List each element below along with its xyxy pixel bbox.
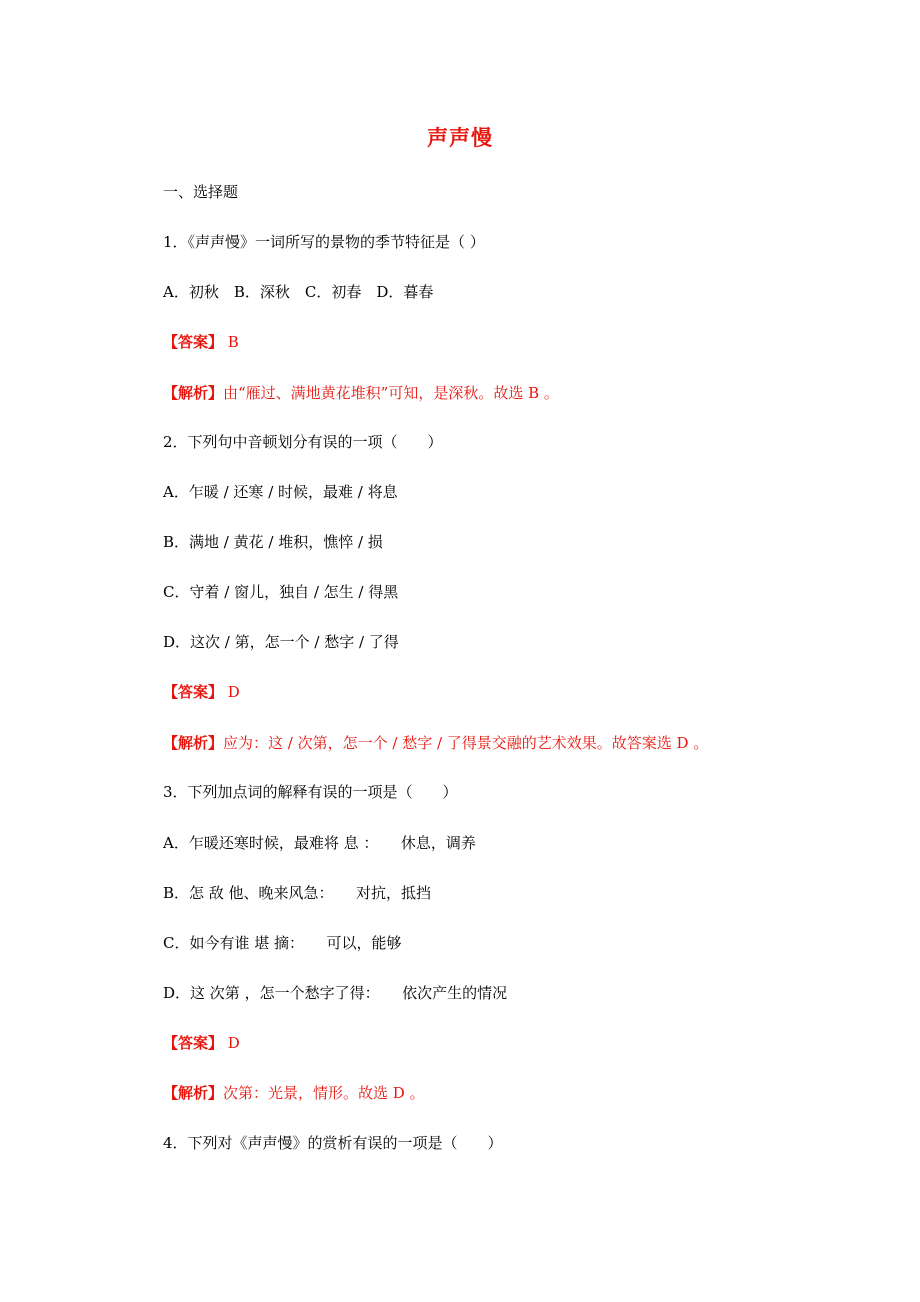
question-2-option-d: D．这次 / 第，怎一个 / 愁字 / 了得 (163, 633, 399, 651)
question-2-analysis (163, 733, 708, 753)
question-3-option-d: D．这 次第 ，怎一个愁字了得： 依次产生的情况 (163, 984, 508, 1002)
answer-value: D (223, 1034, 240, 1052)
answer-tag: 【答案】 (163, 683, 224, 701)
question-3-answer (163, 1033, 240, 1053)
answer-tag: 【答案】 (163, 333, 224, 351)
question-4-stem: 4．下列对《声声慢》的赏析有误的一项是（ ） (163, 1134, 503, 1152)
question-3-option-b: B．怎 敌 他、晚来风急： 对抗，抵挡 (163, 884, 432, 902)
question-3-option-c: C．如今有谁 堪 摘： 可以，能够 (163, 934, 402, 952)
analysis-tag: 【解析】 (163, 384, 224, 402)
analysis-text: 次第：光景，情形。故选 D 。 (223, 1084, 425, 1102)
document-title: 声声慢 (427, 125, 493, 150)
question-2-option-c: C．守着 / 窗儿，独自 / 怎生 / 得黑 (163, 583, 399, 601)
question-2-option-a: A．乍暖 / 还寒 / 时候，最难 / 将息 (163, 483, 398, 501)
question-1-answer (163, 332, 239, 352)
question-3-option-a: A．乍暖还寒时候，最难将 息 ： 休息，调养 (163, 834, 476, 852)
analysis-tag: 【解析】 (163, 1084, 224, 1102)
question-3-stem: 3．下列加点词的解释有误的一项是（ ） (163, 783, 458, 801)
question-1-options: A．初秋 B．深秋 C．初春 D．暮春 (163, 283, 434, 301)
analysis-text: 应为：这 / 次第，怎一个 / 愁字 / 了得景交融的艺术效果。故答案选 D 。 (223, 734, 709, 752)
question-1-stem: 1．《声声慢》一词所写的景物的季节特征是（ ） (163, 233, 485, 251)
analysis-tag: 【解析】 (163, 734, 224, 752)
analysis-text: 由“雁过、满地黄花堆积”可知，是深秋。故选 B 。 (223, 384, 559, 402)
answer-value: D (223, 683, 240, 701)
answer-value: B (223, 333, 239, 351)
question-2-answer (163, 682, 240, 702)
answer-tag: 【答案】 (163, 1034, 224, 1052)
question-1-analysis (163, 383, 559, 403)
question-2-option-b: B．满地 / 黄花 / 堆积，憔悴 / 损 (163, 533, 383, 551)
question-3-analysis (163, 1083, 425, 1103)
question-2-stem: 2．下列句中音顿划分有误的一项（ ） (163, 433, 443, 451)
section-heading: 一、选择题 (163, 183, 239, 201)
